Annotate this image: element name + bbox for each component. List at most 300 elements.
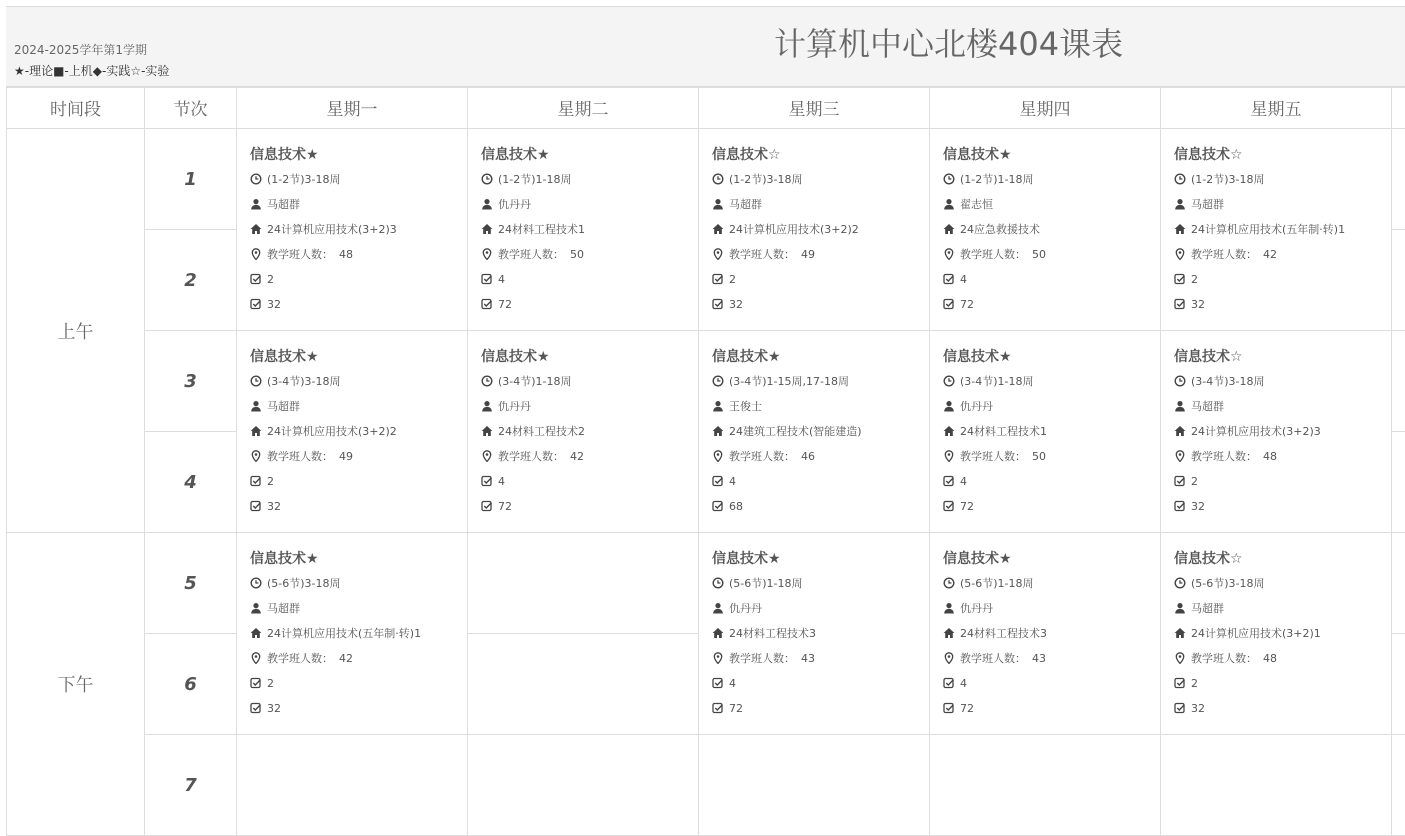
checkbox-icon [943,496,955,508]
checkbox-icon [250,496,262,508]
enrollment-label: 教学班人数： [729,652,795,665]
course-detail-value: 48 [1263,450,1277,463]
location-icon [250,648,262,660]
user-icon [1174,598,1186,610]
course-detail-value: 仇丹丹 [498,198,531,211]
course-name: 信息技术☆ [1174,143,1387,167]
enrollment-label: 教学班人数： [1191,652,1257,665]
page-title: 计算机中心北楼404课表 [774,19,1123,65]
course-detail-value: 24应急救援技术 [960,223,1040,236]
course-card [943,345,1156,519]
course-detail-value: 24计算机应用技术(3+2)1 [1191,627,1321,640]
extra-cell [1392,533,1405,634]
course-card [481,143,694,317]
course-cell[interactable] [930,129,1161,331]
col-header-friday: 星期五 [1161,87,1392,129]
course-detail-value: 2 [1191,475,1198,488]
course-name: 信息技术★ [712,547,925,571]
course-detail-line [1174,444,1387,469]
course-detail-line [943,292,1156,317]
course-detail-line [481,192,694,217]
course-cell[interactable] [699,331,930,533]
checkbox-icon [1174,698,1186,710]
course-detail-value: 4 [729,475,736,488]
course-detail-line [250,494,463,519]
col-header-thursday: 星期四 [930,87,1161,129]
course-card [481,345,694,519]
course-detail-value: 24计算机应用技术(3+2)3 [1191,425,1321,438]
course-detail-value: (3-4节)3-18周 [1191,375,1265,388]
user-icon [712,194,724,206]
course-detail-value: 仇丹丹 [960,400,993,413]
section-number: 1 [145,129,237,230]
user-icon [1174,396,1186,408]
checkbox-icon [1174,673,1186,685]
section-number: 2 [145,230,237,331]
course-detail-line [1174,596,1387,621]
location-icon [943,446,955,458]
home-icon [1174,421,1186,433]
course-detail-value: 32 [1191,298,1205,311]
home-icon [250,623,262,635]
course-detail-value: 马超群 [267,400,300,413]
course-detail-value: 2 [1191,273,1198,286]
course-name: 信息技术★ [712,345,925,369]
checkbox-icon [1174,269,1186,281]
course-detail-value: 马超群 [1191,198,1224,211]
course-detail-value: 72 [960,298,974,311]
course-detail-line [943,469,1156,494]
course-detail-value: 72 [729,702,743,715]
course-detail-line [250,394,463,419]
course-detail-line [481,267,694,292]
course-detail-value: (5-6节)1-18周 [729,577,803,590]
course-detail-line [943,696,1156,721]
course-detail-value: (1-2节)1-18周 [498,173,572,186]
course-detail-line [712,217,925,242]
course-detail-line [250,444,463,469]
course-cell[interactable] [1161,129,1392,331]
checkbox-icon [712,673,724,685]
location-icon [250,446,262,458]
course-detail-value: 32 [267,500,281,513]
course-detail-value: 42 [570,450,584,463]
enrollment-label: 教学班人数： [267,652,333,665]
location-icon [712,446,724,458]
course-detail-line [250,671,463,696]
course-detail-line [250,292,463,317]
checkbox-icon [481,496,493,508]
course-cell[interactable] [1161,331,1392,533]
course-detail-value: 2 [267,475,274,488]
checkbox-icon [712,698,724,710]
clock-icon [1174,573,1186,585]
course-detail-line [1174,242,1387,267]
course-detail-value: 2 [729,273,736,286]
checkbox-icon [712,269,724,281]
col-header-extra [1392,87,1405,129]
col-header-wednesday: 星期三 [699,87,930,129]
course-detail-line [712,621,925,646]
course-detail-value: (3-4节)3-18周 [267,375,341,388]
home-icon [1174,219,1186,231]
course-detail-value: 24计算机应用技术(3+2)2 [267,425,397,438]
course-cell[interactable] [237,331,468,533]
course-detail-line [712,494,925,519]
checkbox-icon [712,496,724,508]
course-detail-value: 72 [498,500,512,513]
location-icon [1174,244,1186,256]
checkbox-icon [481,294,493,306]
course-detail-value: 43 [1032,652,1046,665]
course-card [1174,547,1387,721]
location-icon [943,244,955,256]
course-name: 信息技术★ [943,345,1156,369]
enrollment-label: 教学班人数： [729,248,795,261]
schedule-table [6,86,1405,836]
course-detail-value: 50 [1032,450,1046,463]
section-number: 6 [145,634,237,735]
clock-icon [250,169,262,181]
checkbox-icon [943,471,955,483]
course-detail-value: 2 [267,677,274,690]
course-detail-line [712,671,925,696]
home-icon [1174,623,1186,635]
user-icon [250,194,262,206]
course-detail-value: 43 [801,652,815,665]
course-detail-line [250,469,463,494]
course-cell[interactable] [468,331,699,533]
checkbox-icon [1174,471,1186,483]
course-detail-value: 32 [1191,500,1205,513]
course-name: 信息技术★ [943,143,1156,167]
course-detail-value: 仇丹丹 [960,602,993,615]
course-detail-line [1174,646,1387,671]
location-icon [481,446,493,458]
location-icon [1174,648,1186,660]
course-detail-line [481,494,694,519]
col-header-monday: 星期一 [237,87,468,129]
course-detail-value: 2 [1191,677,1198,690]
empty-cell[interactable] [699,735,930,836]
course-detail-line [250,267,463,292]
course-detail-line [250,621,463,646]
course-detail-line [712,571,925,596]
course-detail-line [250,571,463,596]
course-detail-line [943,571,1156,596]
location-icon [250,244,262,256]
course-detail-value: (3-4节)1-15周,17-18周 [729,375,849,388]
home-icon [481,421,493,433]
course-detail-value: 24材料工程技术3 [960,627,1047,640]
course-detail-line [1174,267,1387,292]
course-detail-value: 32 [267,702,281,715]
course-detail-line [943,242,1156,267]
course-detail-line [712,292,925,317]
checkbox-icon [943,673,955,685]
course-detail-line [481,167,694,192]
section-number: 7 [145,735,237,836]
user-icon [481,194,493,206]
course-detail-line [712,167,925,192]
course-detail-value: 马超群 [267,198,300,211]
course-detail-line [712,596,925,621]
course-card [712,143,925,317]
course-detail-line [712,444,925,469]
location-icon [943,648,955,660]
enrollment-label: 教学班人数： [267,450,333,463]
course-detail-value: 72 [960,500,974,513]
course-detail-value: (5-6节)3-18周 [1191,577,1265,590]
course-card [1174,345,1387,519]
course-detail-value: 翟志恒 [960,198,993,211]
course-detail-line [250,596,463,621]
course-detail-line [481,292,694,317]
course-detail-line [481,242,694,267]
course-detail-line [1174,671,1387,696]
course-cell[interactable] [1161,533,1392,735]
empty-cell[interactable] [1161,735,1392,836]
course-name: 信息技术☆ [712,143,925,167]
course-detail-line [943,217,1156,242]
home-icon [250,219,262,231]
course-detail-value: 4 [960,475,967,488]
enrollment-label: 教学班人数： [960,248,1026,261]
home-icon [712,219,724,231]
course-detail-value: 24计算机应用技术(五年制·转)1 [1191,223,1345,236]
course-cell[interactable] [930,533,1161,735]
home-icon [712,623,724,635]
course-detail-line [481,394,694,419]
empty-cell[interactable] [468,533,699,735]
course-detail-line [712,242,925,267]
course-detail-line [712,267,925,292]
course-detail-line [1174,469,1387,494]
course-card [712,547,925,721]
clock-icon [712,573,724,585]
extra-cell [1392,129,1405,230]
course-detail-value: (1-2节)3-18周 [729,173,803,186]
section-number: 4 [145,432,237,533]
course-detail-line [1174,419,1387,444]
empty-cell[interactable] [237,735,468,836]
extra-cell [1392,432,1405,533]
course-detail-line [250,217,463,242]
course-name: 信息技术★ [250,345,463,369]
course-detail-value: 24材料工程技术1 [960,425,1047,438]
location-icon [712,648,724,660]
location-icon [481,244,493,256]
period-morning: 上午 [7,129,145,533]
course-name: 信息技术★ [250,143,463,167]
checkbox-icon [943,698,955,710]
clock-icon [712,371,724,383]
col-header-tuesday: 星期二 [468,87,699,129]
enrollment-label: 教学班人数： [960,450,1026,463]
user-icon [712,396,724,408]
checkbox-icon [250,673,262,685]
course-detail-value: 48 [1263,652,1277,665]
course-detail-line [943,621,1156,646]
course-detail-line [712,192,925,217]
course-detail-line [1174,217,1387,242]
enrollment-label: 教学班人数： [960,652,1026,665]
empty-cell[interactable] [930,735,1161,836]
course-detail-value: (1-2节)1-18周 [960,173,1034,186]
course-detail-value: (3-4节)1-18周 [960,375,1034,388]
course-detail-line [1174,394,1387,419]
course-detail-line [943,671,1156,696]
course-cell[interactable] [930,331,1161,533]
course-detail-value: 24材料工程技术2 [498,425,585,438]
enrollment-label: 教学班人数： [729,450,795,463]
course-detail-value: 48 [339,248,353,261]
course-card [943,547,1156,721]
course-detail-value: 王俊士 [729,400,762,413]
course-detail-line [943,167,1156,192]
extra-cell [1392,735,1405,836]
enrollment-label: 教学班人数： [267,248,333,261]
checkbox-icon [250,269,262,281]
col-header-section: 节次 [145,87,237,129]
enrollment-label: 教学班人数： [1191,248,1257,261]
course-detail-line [1174,192,1387,217]
course-name: 信息技术★ [481,143,694,167]
course-detail-value: 42 [339,652,353,665]
course-detail-line [712,394,925,419]
course-detail-value: 24建筑工程技术(智能建造) [729,425,862,438]
course-detail-value: 42 [1263,248,1277,261]
course-detail-value: 马超群 [729,198,762,211]
course-detail-value: 49 [801,248,815,261]
course-cell[interactable] [699,533,930,735]
user-icon [250,598,262,610]
course-detail-value: (3-4节)1-18周 [498,375,572,388]
legend-text: ★-理论■-上机◆-实践☆-实验 [14,62,169,79]
course-detail-value: 4 [498,273,505,286]
extra-cell [1392,634,1405,735]
course-cell[interactable] [237,533,468,735]
checkbox-icon [481,269,493,281]
user-icon [943,396,955,408]
course-detail-value: 50 [1032,248,1046,261]
course-detail-line [250,646,463,671]
extra-cell [1392,331,1405,432]
home-icon [712,421,724,433]
course-detail-value: (5-6节)1-18周 [960,577,1034,590]
checkbox-icon [1174,294,1186,306]
course-detail-line [1174,571,1387,596]
extra-cell [1392,230,1405,331]
course-card [250,547,463,721]
enrollment-label: 教学班人数： [498,450,564,463]
course-cell[interactable] [237,129,468,331]
course-detail-line [1174,369,1387,394]
course-detail-value: 72 [960,702,974,715]
checkbox-icon [712,294,724,306]
course-detail-value: (5-6节)3-18周 [267,577,341,590]
course-name: 信息技术★ [943,547,1156,571]
clock-icon [943,573,955,585]
home-icon [943,623,955,635]
course-card [250,345,463,519]
location-icon [712,244,724,256]
course-detail-value: 4 [498,475,505,488]
user-icon [943,598,955,610]
user-icon [481,396,493,408]
course-card [1174,143,1387,317]
course-detail-line [943,369,1156,394]
empty-cell[interactable] [468,735,699,836]
user-icon [712,598,724,610]
clock-icon [250,371,262,383]
course-cell[interactable] [699,129,930,331]
home-icon [250,421,262,433]
course-detail-line [481,469,694,494]
section-number: 5 [145,533,237,634]
course-detail-value: 32 [1191,702,1205,715]
course-detail-value: 4 [960,677,967,690]
clock-icon [943,371,955,383]
course-cell[interactable] [468,129,699,331]
course-detail-value: 24计算机应用技术(3+2)2 [729,223,859,236]
course-name: 信息技术★ [481,345,694,369]
home-icon [481,219,493,231]
course-detail-value: 马超群 [1191,602,1224,615]
course-detail-line [943,267,1156,292]
course-detail-line [712,646,925,671]
course-detail-line [481,419,694,444]
course-detail-line [943,192,1156,217]
course-detail-line [250,242,463,267]
course-name: 信息技术☆ [1174,547,1387,571]
course-detail-value: 24计算机应用技术(五年制·转)1 [267,627,421,640]
course-detail-value: 49 [339,450,353,463]
checkbox-icon [250,698,262,710]
clock-icon [1174,169,1186,181]
timetable-header [6,6,1405,88]
course-detail-line [250,167,463,192]
course-detail-line [1174,696,1387,721]
section-number: 3 [145,331,237,432]
user-icon [1174,194,1186,206]
course-detail-value: 2 [267,273,274,286]
checkbox-icon [250,294,262,306]
semester-label: 2024-2025学年第1学期 [14,41,147,58]
course-detail-value: 32 [729,298,743,311]
course-detail-line [1174,494,1387,519]
course-detail-value: 仇丹丹 [729,602,762,615]
course-detail-value: 72 [498,298,512,311]
course-detail-line [943,494,1156,519]
clock-icon [943,169,955,181]
checkbox-icon [250,471,262,483]
course-detail-line [1174,621,1387,646]
period-afternoon: 下午 [7,533,145,836]
timetable-frame [6,6,1405,806]
course-detail-line [712,696,925,721]
user-icon [250,396,262,408]
course-detail-line [250,192,463,217]
course-detail-line [943,646,1156,671]
course-detail-value: 46 [801,450,815,463]
course-detail-value: (1-2节)3-18周 [1191,173,1265,186]
course-detail-value: 32 [267,298,281,311]
course-detail-value: 24计算机应用技术(3+2)3 [267,223,397,236]
course-detail-line [943,596,1156,621]
course-detail-line [712,469,925,494]
home-icon [943,219,955,231]
